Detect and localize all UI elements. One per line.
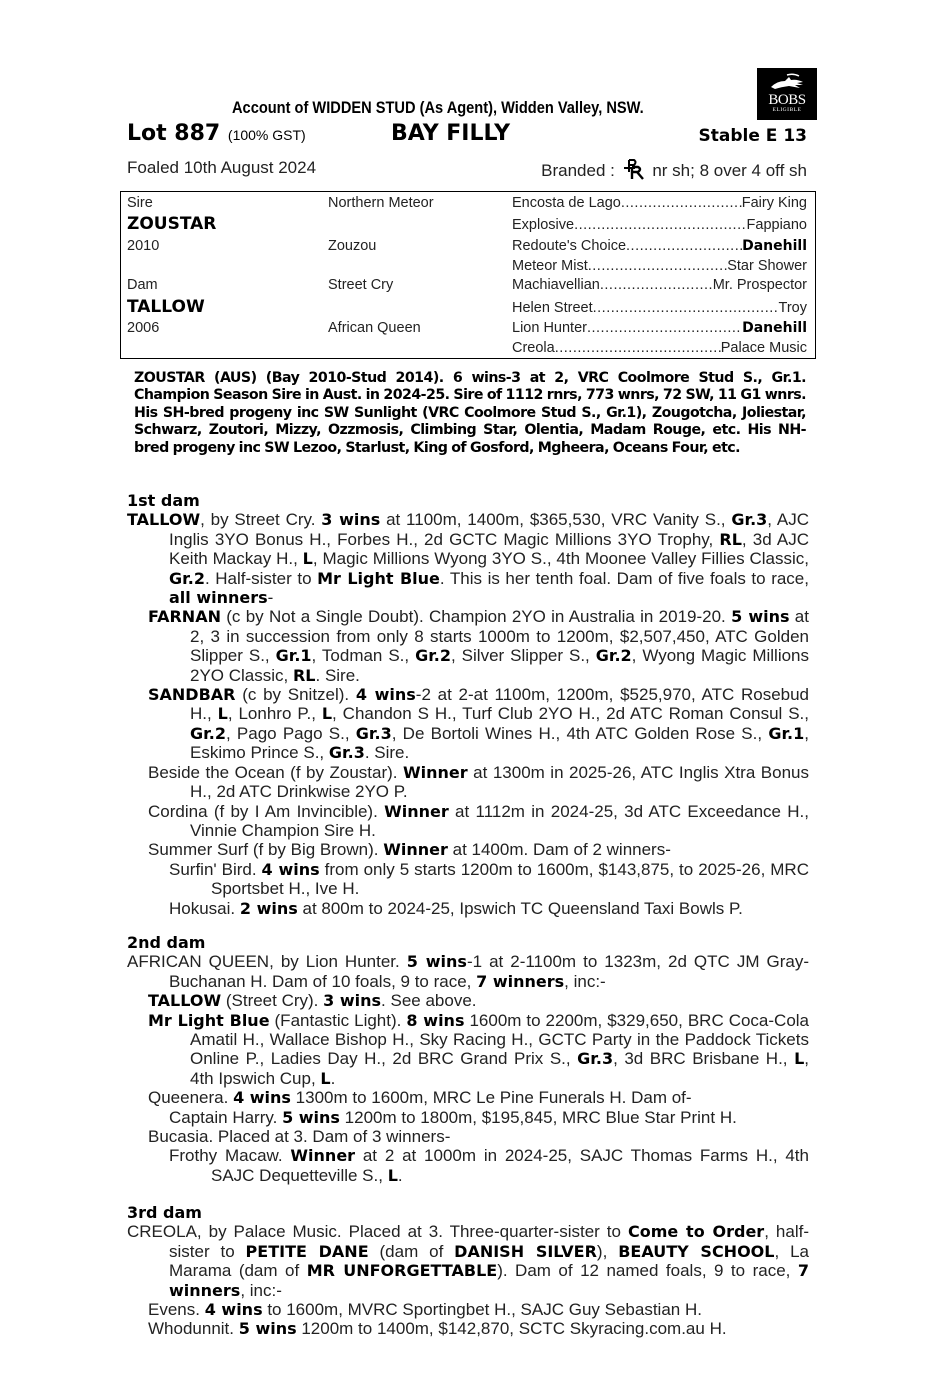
text: , 3d BRC Brisbane H., [613, 1049, 795, 1069]
bold-text: TALLOW [148, 991, 222, 1011]
pedigree-gen3-row [512, 217, 807, 233]
text: CREOLA, by Palace Music. Placed at 3. Three-quarter-sister to [127, 1222, 628, 1242]
pedigree-gen3-row [512, 258, 807, 274]
second-dam-section [127, 933, 809, 1185]
text: (dam of [368, 1241, 455, 1261]
text: AFRICAN QUEEN, by Lion Hunter. [127, 952, 407, 972]
bold-text: 7 winners [169, 1261, 809, 1300]
family-entry [127, 1011, 809, 1089]
horse-head-icon [767, 73, 807, 93]
text: at 2 at 1000m in 2024-25, SAJC Thomas Farms H., 4th SAJC Dequetteville S., [211, 1146, 809, 1185]
family-entry [127, 1127, 809, 1146]
text: , La Marama (dam of [169, 1241, 809, 1281]
bold-text: Gr.3 [577, 1049, 614, 1069]
text: , Pago Pago S., [225, 723, 356, 743]
family-entry [127, 899, 809, 918]
text: - [267, 588, 274, 608]
family-entry [127, 1222, 809, 1300]
dam-sire: Street Cry [328, 277, 394, 293]
bold-text: L [321, 704, 333, 724]
bold-text: Winner [383, 840, 448, 860]
text: to 1600m, MVRC Sportingbet H., SAJC Guy Sebastian H. [262, 1300, 702, 1320]
bold-text: Winner [290, 1146, 356, 1166]
text: . See above. [381, 991, 477, 1011]
dam-dam: African Queen [328, 320, 421, 336]
pedigree-gen3-row [512, 300, 807, 316]
text: , inc:- [564, 971, 606, 991]
text: , inc:- [240, 1280, 282, 1300]
gst-note: (100% GST) [227, 127, 306, 143]
text: . Half-sister to [204, 568, 318, 588]
bold-text: all winners [169, 588, 268, 608]
bold-text: 4 wins [204, 1300, 263, 1320]
text: at 1300m in 2025-26, ATC Inglis Xtra Bonus H., 2d ATC Drinkwise 2YO P. [190, 762, 809, 802]
gen3-name: Lion Hunter [512, 320, 587, 336]
sire-name: ZOUSTAR [127, 214, 217, 234]
gen3-sire: Danehill [742, 320, 807, 336]
bold-text: 4 wins [233, 1088, 291, 1108]
bold-text: Winner [384, 801, 449, 821]
text: Cordina (f by I Am Invincible). [148, 801, 385, 821]
bold-text: RL [719, 529, 742, 549]
lot-row [127, 121, 807, 151]
gen3-name: Helen Street [512, 300, 593, 316]
text: Summer Surf (f by Big Brown). [148, 840, 384, 860]
section-heading: 1st dam [127, 491, 200, 510]
family-entries [127, 952, 809, 1185]
text: , De Bortoli Wines H., 4th ATC Golden Rose S., [391, 723, 769, 743]
bold-text: L [387, 1165, 398, 1185]
foaled-date: Foaled 10th August 2024 [127, 158, 317, 177]
text: Queenera. [148, 1088, 234, 1108]
text: at 1112m in 2024-25, 3d ATC Exceedance H., Vinnie Champion Sire H. [190, 801, 809, 840]
text: at 800m to 2024-25, Ipswich TC Queensland Taxi Bowls P. [297, 898, 743, 918]
bold-text: Gr.3 [731, 510, 768, 530]
brand-mark-icon [622, 158, 646, 180]
bold-text: Gr.2 [190, 723, 226, 743]
family-entry [127, 1300, 809, 1319]
lot-number [127, 121, 306, 146]
bold-text: RL [292, 665, 316, 685]
bold-text: Gr.3 [355, 723, 392, 743]
family-entry [127, 802, 809, 841]
text: , by Street Cry. [200, 510, 322, 530]
gen3-sire: Mr. Prospector [712, 277, 807, 293]
first-dam-section [127, 491, 809, 918]
text: 1600m to 2200m, $329,650, BRC Coca-Cola Amatil H., Wallace Bishop H., Sky Racing H., GCTC Party in the Paddock Tickets Online P., Ladies Day H., 2d BRC Grand Prix S., [190, 1010, 809, 1069]
bold-text: L [217, 704, 228, 724]
text: at 1400m. Dam of 2 winners- [447, 840, 671, 860]
bold-text: Gr.1 [275, 646, 312, 666]
bold-text: FARNAN [148, 607, 221, 627]
text: -2 at 2-at 1100m, 1200m, $525,970, ATC Rosebud H., [190, 685, 810, 724]
sire-summary: ZOUSTAR (AUS) (Bay 2010-Stud 2014). 6 wins-3 at 2, VRC Coolmore Stud S., Gr.1. Champion Season Sire in Aust. in 2024-25. Sire of 1112 rnrs, 773 wnrs, 72 SW, 11 G1 wnrs. His SH-bred progeny inc SW Sunlight (VRC Coolmore Stud S., Gr.1), Zougotcha, Joliestar, Schwarz, Zoutori, Mizzy, Ozzmosis, Climbing Star, Olentia, Madam Rouge, etc. His NH-bred progeny inc SW Lezoo, Starlust, King of Gosford, Mgheera, Oceans Four, etc. [134, 370, 806, 456]
text: , Eskimo Prince S., [190, 723, 809, 763]
text: , half-sister to [169, 1222, 809, 1261]
text: , 3d AJC Keith Mackay H., [169, 529, 809, 569]
text: 1200m to 1400m, $142,870, SCTC Skyracing.com.au H. [296, 1319, 727, 1339]
text: at 1100m, 1400m, $365,530, VRC Vanity S., [380, 510, 732, 530]
family-entry [127, 763, 809, 802]
pedigree-gen3-row [512, 238, 807, 254]
gen3-name: Redoute's Choice [512, 238, 627, 254]
logo-subtitle: ELIGIBLE [772, 107, 802, 113]
bold-text: PETITE DANE [245, 1241, 369, 1261]
gen3-sire: Danehill [742, 238, 807, 254]
family-entry [127, 607, 809, 685]
bold-text: MR UNFORGETTABLE [306, 1261, 498, 1281]
bold-text: Come to Order [627, 1222, 765, 1242]
text: . [330, 1068, 336, 1088]
text: (c by Not a Single Doubt). Champion 2YO in Australia in 2019-20. [220, 607, 732, 627]
text: ). Dam of 12 named foals, 9 to race, [497, 1261, 798, 1281]
dam-label: Dam [127, 277, 158, 293]
bold-text: Gr.1 [768, 723, 805, 743]
section-heading: 2nd dam [127, 933, 206, 952]
text: Beside the Ocean (f by Zoustar). [148, 762, 404, 782]
family-entry [127, 1108, 809, 1127]
gen3-sire: Troy [778, 300, 807, 316]
section-heading: 3rd dam [127, 1203, 202, 1222]
text: Hokusai. [169, 898, 240, 918]
gen3-name: Encosta de Lago [512, 195, 621, 211]
bold-text: Gr.2 [169, 568, 205, 588]
family-entries [127, 510, 809, 918]
bold-text: BEAUTY SCHOOL [618, 1241, 775, 1261]
text: , Lonhro P., [227, 704, 322, 724]
text: . [397, 1165, 403, 1185]
family-entry [127, 860, 809, 899]
text: Evens. [148, 1300, 205, 1320]
vendor-account: Account of WIDDEN STUD (As Agent), Widden Valley, NSW. [232, 98, 644, 117]
pedigree-gen3-row [512, 195, 807, 211]
bold-text: L [320, 1068, 331, 1088]
text: Whodunnit. [148, 1319, 239, 1339]
gen3-name: Machiavellian [512, 277, 600, 293]
text: (c by Snitzel). [235, 685, 356, 705]
text: . Sire. [315, 665, 360, 685]
brand-info [541, 158, 807, 181]
bold-text: 4 wins [355, 685, 416, 705]
text: Frothy Macaw. [169, 1146, 291, 1166]
bold-text: 8 wins [406, 1010, 465, 1030]
bobs-eligible-logo [757, 68, 817, 120]
text: at 2, 3 in succession from only 8 starts 1000m to 1200m, $2,507,450, ATC Golden Slipper S., [190, 607, 809, 666]
family-entries [127, 1222, 809, 1338]
logo-title: BOBS [768, 92, 806, 108]
gen3-sire: Star Shower [727, 258, 807, 274]
branded-label: Branded : [541, 161, 615, 180]
gen3-sire: Palace Music [720, 340, 807, 356]
pedigree-gen3-row [512, 340, 807, 356]
text: , Wyong Magic Millions 2YO Classic, [190, 646, 810, 685]
text: (Street Cry). [221, 991, 324, 1011]
gen3-sire: Fairy King [741, 195, 807, 211]
dam-name: TALLOW [127, 297, 205, 317]
family-entry [127, 685, 809, 763]
bold-text: 3 wins [323, 991, 382, 1011]
bold-text: 2 wins [239, 898, 298, 918]
bold-text: Winner [403, 762, 468, 782]
text: Bucasia. Placed at 3. Dam of 3 winners- [148, 1127, 451, 1147]
gen3-name: Creola [512, 340, 555, 356]
gen3-name: Meteor Mist [512, 258, 588, 274]
pedigree-table [120, 191, 816, 359]
third-dam-section [127, 1203, 809, 1339]
bold-text: L [794, 1049, 805, 1069]
bold-text: SANDBAR [148, 685, 236, 705]
bold-text: TALLOW [127, 510, 201, 530]
family-entry [127, 840, 809, 859]
bold-text: 5 wins [282, 1107, 340, 1127]
text: . Sire. [364, 743, 410, 763]
text: . This is her tenth foal. Dam of five foals to race, [439, 568, 809, 588]
pedigree-gen3-row [512, 320, 807, 336]
bold-text: 4 wins [261, 859, 320, 879]
bold-text: 5 wins [731, 607, 790, 627]
sire-sire: Northern Meteor [328, 195, 434, 211]
bold-text: 5 wins [238, 1319, 297, 1339]
sire-year: 2010 [127, 238, 160, 254]
text: ), [596, 1241, 619, 1261]
sire-dam: Zouzou [328, 238, 377, 254]
bold-text: DANISH SILVER [454, 1241, 597, 1261]
bold-text: 3 wins [321, 510, 381, 530]
bold-text: Mr Light Blue [148, 1010, 270, 1030]
text: (Fantastic Light). [269, 1010, 407, 1030]
branded-text: nr sh; 8 over 4 off sh [652, 161, 807, 180]
family-entry [127, 510, 809, 607]
gen3-sire: Fappiano [746, 217, 807, 233]
text: , Chandon S H., Turf Club 2YO H., 2d ATC Roman Consul S., [332, 704, 810, 724]
lot-label: Lot 887 [127, 121, 221, 146]
family-entry [127, 952, 809, 991]
dam-year: 2006 [127, 320, 160, 336]
text: , Magic Millions Wyong 3YO S., 4th Moonee Valley Fillies Classic, [312, 549, 809, 569]
horse-description: BAY FILLY [391, 121, 511, 146]
text: from only 5 starts 1200m to 1600m, $143,875, to 2025-26, MRC Sportsbet H., Ive H. [211, 859, 809, 899]
text: , 4th Ipswich Cup, [190, 1049, 809, 1088]
text: -1 at 2-1100m to 1323m, 2d QTC JM Gray-Buchanan H. Dam of 10 foals, 9 to race, [169, 952, 809, 991]
text: 1300m to 1600m, MRC Le Pine Funerals H. Dam of- [290, 1088, 692, 1108]
family-entry [127, 1319, 809, 1338]
family-entry [127, 1088, 809, 1107]
bold-text: Gr.2 [415, 646, 452, 666]
bold-text: 5 wins [406, 952, 467, 972]
bold-text: 7 winners [476, 971, 565, 991]
text: , AJC Inglis 3YO Bonus H., Forbes H., 2d GCTC Magic Millions 3YO Trophy, [169, 510, 810, 549]
bold-text: Gr.2 [595, 646, 632, 666]
gen3-name: Explosive [512, 217, 575, 233]
sire-label: Sire [127, 195, 153, 211]
family-entry [127, 1146, 809, 1185]
text: 1200m to 1800m, $195,845, MRC Blue Star Print H. [339, 1107, 737, 1127]
bold-text: L [302, 549, 313, 569]
text: , Silver Slipper S., [451, 646, 596, 666]
bold-text: Gr.3 [328, 743, 365, 763]
text: , Todman S., [311, 646, 416, 666]
text: Captain Harry. [169, 1107, 283, 1127]
pedigree-gen3-row [512, 277, 807, 293]
bold-text: Mr Light Blue [317, 568, 440, 588]
family-entry [127, 991, 809, 1010]
text: Surfin' Bird. [169, 859, 262, 879]
stable-location: Stable E 13 [698, 126, 807, 146]
